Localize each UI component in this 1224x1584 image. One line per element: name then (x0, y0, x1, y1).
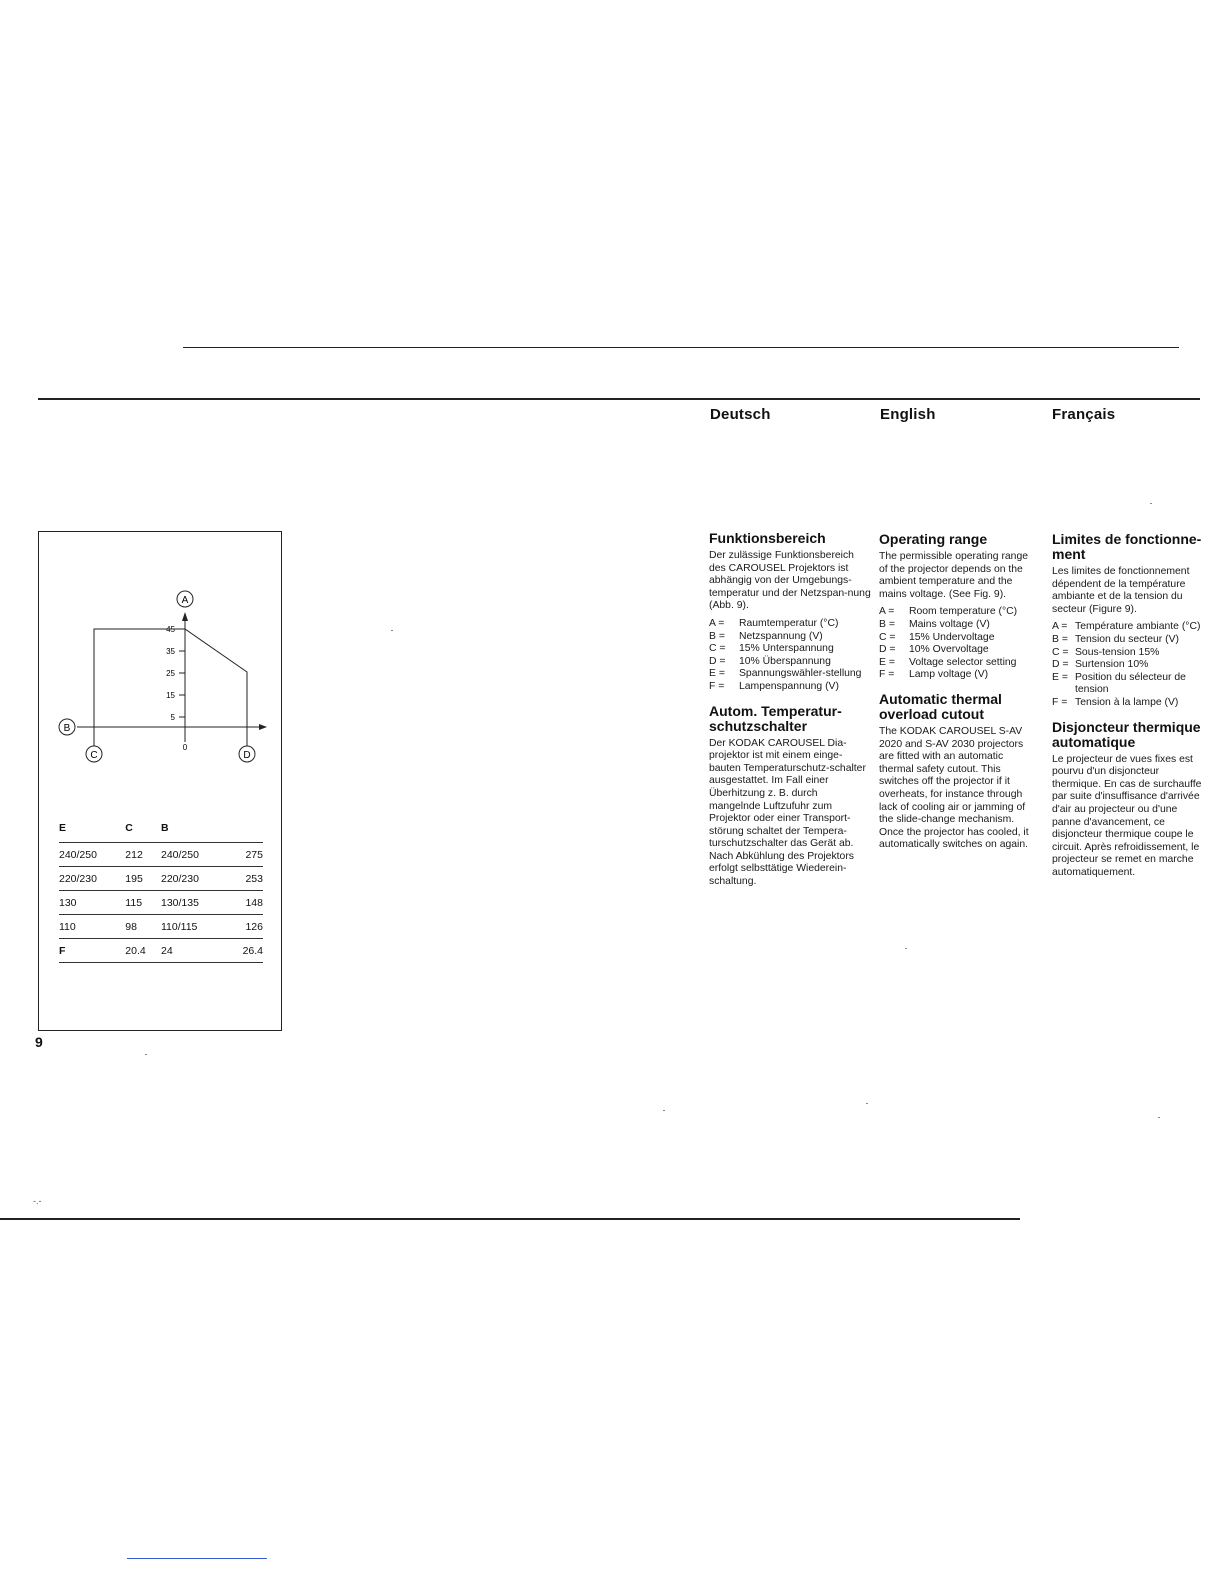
table-cell: 220/230 (161, 867, 227, 891)
legend-key: C = (1052, 646, 1069, 658)
paragraph-temperaturschutzschalter: Der KODAK CAROUSEL Dia-projektor ist mit einem einge-bauten Temperaturschutz-schalter ausgestattet. Im Fall einer Überhitzung z. B. durch mangelnde Luftzufuhr zum Projektor oder einer Transport-störung schaltet der Tempera-turschutzschalter das Gerät ab. Nach Abkühlung des Projektors erfolgt selbsttätige Wiederein-schaltung. (709, 737, 866, 888)
table-cell: 220/230 (59, 867, 125, 891)
page-number: 9 (35, 1034, 43, 1050)
legend-value: Température ambiante (°C) (1075, 621, 1201, 633)
legend-item (879, 669, 1039, 682)
legend-key: F = (879, 669, 895, 681)
legend-key: A = (879, 606, 895, 618)
legend-value: Lampenspannung (V) (739, 680, 839, 692)
table-cell: 130 (59, 891, 125, 915)
legend-list (1052, 621, 1208, 709)
legend-key: E = (1052, 671, 1068, 683)
legend-list (879, 606, 1039, 682)
paragraph-disjoncteur: Le projecteur de vues fixes est pourvu d'un disjoncteur thermique. En cas de surchauffe par suite d'insuffisance d'arrivée d'air au projecteur ou d'une panne d'avancement, ce disjoncteur thermique coupe le circuit. Après refroidissement, le projecteur se remet en marche automatiquement. (1052, 753, 1202, 878)
table-cell: 130/135 (161, 891, 227, 915)
legend-item (709, 681, 871, 694)
table-row (59, 867, 263, 891)
scan-speck (905, 948, 907, 949)
legend-key: A = (1052, 621, 1068, 633)
bottom-rule (0, 1218, 1020, 1220)
y-tick-label: 5 (170, 713, 175, 722)
table-cell: 110/115 (161, 915, 227, 939)
table-header-c: C (125, 822, 133, 834)
y-tick-label: 35 (166, 647, 175, 656)
figure-9-box (38, 531, 282, 1031)
legend-value: Mains voltage (V) (909, 618, 990, 630)
legend-item (709, 618, 871, 631)
label-b: B (63, 723, 71, 734)
legend-value: Raumtemperatur (°C) (739, 617, 839, 629)
table-cell: 148 (227, 891, 263, 915)
legend-key: C = (879, 631, 896, 643)
heading-funktionsbereich: Funktionsbereich (709, 530, 826, 546)
x-axis-arrow (259, 724, 267, 730)
legend-key: D = (879, 644, 896, 656)
heading-disjoncteur: Disjoncteur thermique automatique (1052, 718, 1201, 750)
voltage-table (59, 822, 263, 963)
footer-mark: -.- (33, 1196, 42, 1206)
top-rule (38, 398, 1200, 400)
legend-item (879, 606, 1039, 619)
legend-value: Room temperature (°C) (909, 606, 1018, 618)
paragraph-funktionsbereich: Der zulässige Funktionsbereich des CAROUSEL Projektors ist abhängig von der Umgebungs-temperatur und der Netzspan-nung (Abb. 9). (709, 550, 871, 612)
table-row (59, 891, 263, 915)
table-cell: 240/250 (59, 843, 125, 867)
heading-thermal-cutout: Automatic thermal overload cutout (879, 690, 1002, 722)
column-english (879, 532, 1039, 857)
legend-key: B = (1052, 633, 1068, 645)
operating-range-diagram (39, 532, 281, 792)
legend-value: Surtension 10% (1075, 659, 1149, 671)
table-cell: 98 (125, 915, 161, 939)
legend-value: Position du sélecteur de tension (1075, 671, 1186, 696)
table-cell: 20.4 (125, 939, 161, 963)
scan-speck (391, 630, 393, 631)
scan-speck (1158, 1117, 1160, 1118)
y-axis-arrow (182, 612, 188, 621)
legend-value: Lamp voltage (V) (909, 669, 989, 681)
table-cell: F (59, 939, 125, 963)
heading-operating-range: Operating range (879, 531, 988, 547)
legend-item (709, 656, 871, 669)
table-header-e: E (59, 822, 67, 834)
y-tick-label: 45 (166, 625, 175, 634)
legend-value: Sous-tension 15% (1075, 646, 1160, 658)
heading-limites: Limites de fonctionne-ment (1052, 531, 1202, 562)
footer-link-rule (127, 1558, 267, 1559)
table-cell: 275 (227, 843, 263, 867)
table-row (59, 843, 263, 867)
legend-item (1052, 647, 1208, 660)
legend-item (1052, 672, 1208, 697)
legend-value: Voltage selector setting (909, 656, 1017, 668)
table-cell: 110 (59, 915, 125, 939)
legend-value: Spannungswähler-stellung (739, 668, 862, 680)
top-rule-thin (183, 347, 1179, 348)
legend-key: D = (709, 655, 726, 667)
table-header-row (59, 822, 263, 843)
table-row-lamp-voltage (59, 939, 263, 963)
language-heading-francais: Français (1052, 406, 1116, 423)
table-header-d (227, 822, 263, 843)
scan-speck (1150, 503, 1152, 504)
table-cell: 26.4 (227, 939, 263, 963)
language-heading-deutsch: Deutsch (710, 406, 771, 423)
legend-item (879, 632, 1039, 645)
table-row (59, 915, 263, 939)
scan-speck (145, 1054, 147, 1055)
legend-item (709, 631, 871, 644)
y-tick-label: 25 (166, 669, 175, 678)
legend-item (709, 668, 871, 681)
legend-item (1052, 697, 1208, 710)
legend-value: Tension à la lampe (V) (1075, 696, 1179, 708)
legend-key: C = (709, 643, 726, 655)
legend-key: D = (1052, 659, 1069, 671)
label-c: C (90, 750, 98, 761)
paragraph-operating-range: The permissible operating range of the projector depends on the ambient temperature and the mains voltage. (See Fig. 9). (879, 551, 1029, 600)
legend-item (1052, 621, 1208, 634)
legend-value: Netzspannung (V) (739, 630, 823, 642)
column-francais (1052, 532, 1208, 884)
legend-item (879, 657, 1039, 670)
legend-key: E = (709, 668, 725, 680)
table-header-b: B (160, 822, 169, 834)
legend-value: 15% Undervoltage (909, 631, 995, 643)
heading-temperaturschutzschalter: Autom. Temperatur-schutzschalter (709, 702, 842, 734)
legend-value: 10% Überspannung (739, 655, 831, 667)
legend-item (879, 644, 1039, 657)
legend-list (709, 618, 871, 694)
legend-key: B = (879, 618, 895, 630)
column-deutsch (709, 531, 871, 894)
table-cell: 195 (125, 867, 161, 891)
paragraph-limites: Les limites de fonctionnement dépendent de la température ambiante et de la tension du secteur (Figure 9). (1052, 566, 1190, 615)
table-cell: 240/250 (161, 843, 227, 867)
language-heading-english: English (880, 406, 936, 423)
legend-value: 15% Unterspannung (739, 643, 834, 655)
label-d: D (243, 750, 251, 761)
scan-speck (663, 1110, 665, 1111)
legend-key: B = (709, 630, 725, 642)
legend-item (709, 643, 871, 656)
legend-key: F = (709, 680, 725, 692)
legend-item (879, 619, 1039, 632)
scan-speck (866, 1103, 868, 1104)
label-a: A (181, 595, 189, 606)
table-cell: 126 (227, 915, 263, 939)
table-cell: 253 (227, 867, 263, 891)
y-tick-label: 15 (166, 691, 175, 700)
legend-value: 10% Overvoltage (909, 644, 989, 656)
legend-item (1052, 634, 1208, 647)
table-cell: 24 (161, 939, 227, 963)
legend-key: E = (879, 656, 895, 668)
x-origin-label: 0 (182, 743, 188, 752)
table-cell: 212 (125, 843, 161, 867)
paragraph-thermal-cutout: The KODAK CAROUSEL S-AV 2020 and S-AV 2030 projectors are fitted with an automatic thermal safety cutout. This switches off the projector if it overheats, for instance through lack of cooling air or jamming of the slide-change mechanism. Once the projector has cooled, it automatically switches on again. (879, 725, 1029, 851)
legend-key: A = (709, 617, 725, 629)
legend-key: F = (1052, 696, 1068, 708)
table-cell: 115 (125, 891, 161, 915)
legend-value: Tension du secteur (V) (1075, 633, 1179, 645)
legend-item (1052, 659, 1208, 672)
